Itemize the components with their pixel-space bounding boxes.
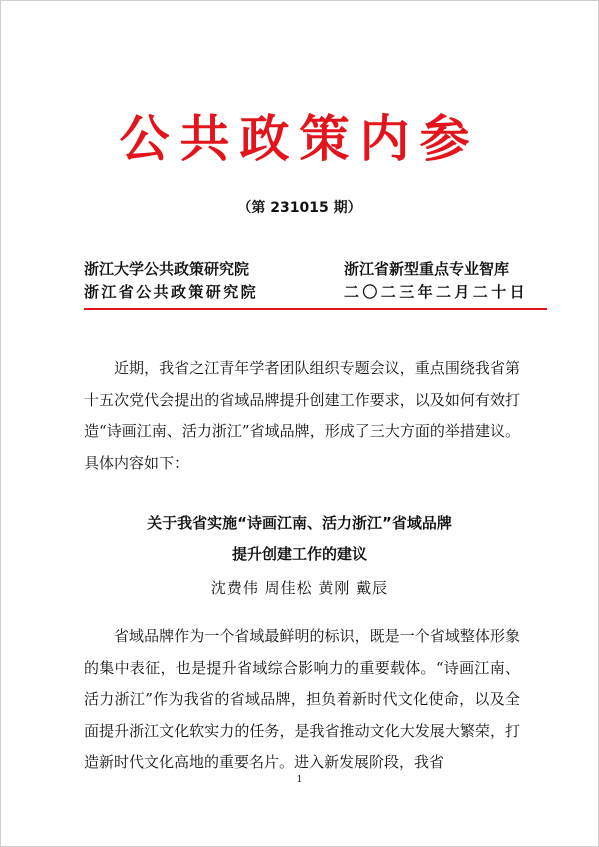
intro-paragraph: 近期，我省之江青年学者团队组织专题会议，重点围绕我省第十五次党代会提出的省域品牌提升创建工作要求，以及如何有效打造“诗画江南、活力浙江”省域品牌，形成了三大方面的举措建议。具体内容如下： (84, 359, 520, 472)
body-paragraph: 省域品牌作为一个省域最鲜明的标识，既是一个省域整体形象的集中表征，也是提升省域综合影响力的重要载体。“诗画江南、活力浙江”作为我省的省域品牌，担负着新时代文化使命，以及全面提升浙江文化软实力的任务，是我省推动文化大发展大繁荣，打造新时代文化高地的重要名片。进入新发展阶段，我省 (84, 627, 520, 771)
header-divider (84, 308, 547, 310)
section-title-line-1: 关于我省实施“诗画江南、活力浙江”省域品牌 (147, 514, 452, 532)
publisher-line-1: 浙江大学公共政策研究院 (84, 260, 250, 278)
think-tank-label: 浙江省新型重点专业智库 (344, 260, 510, 278)
issue-number: （第 231015 期） (237, 200, 362, 216)
publisher-line-2: 浙江省公共政策研究院 (84, 283, 259, 301)
publication-date: 二〇二三年二月二十日 (344, 283, 529, 301)
authors: 沈费伟 周佳松 黄刚 戴辰 (210, 579, 389, 597)
masthead-title: 公共政策内参 (119, 109, 480, 168)
page-number: 1 (296, 775, 303, 785)
section-title-line-2: 提升创建工作的建议 (231, 545, 367, 563)
